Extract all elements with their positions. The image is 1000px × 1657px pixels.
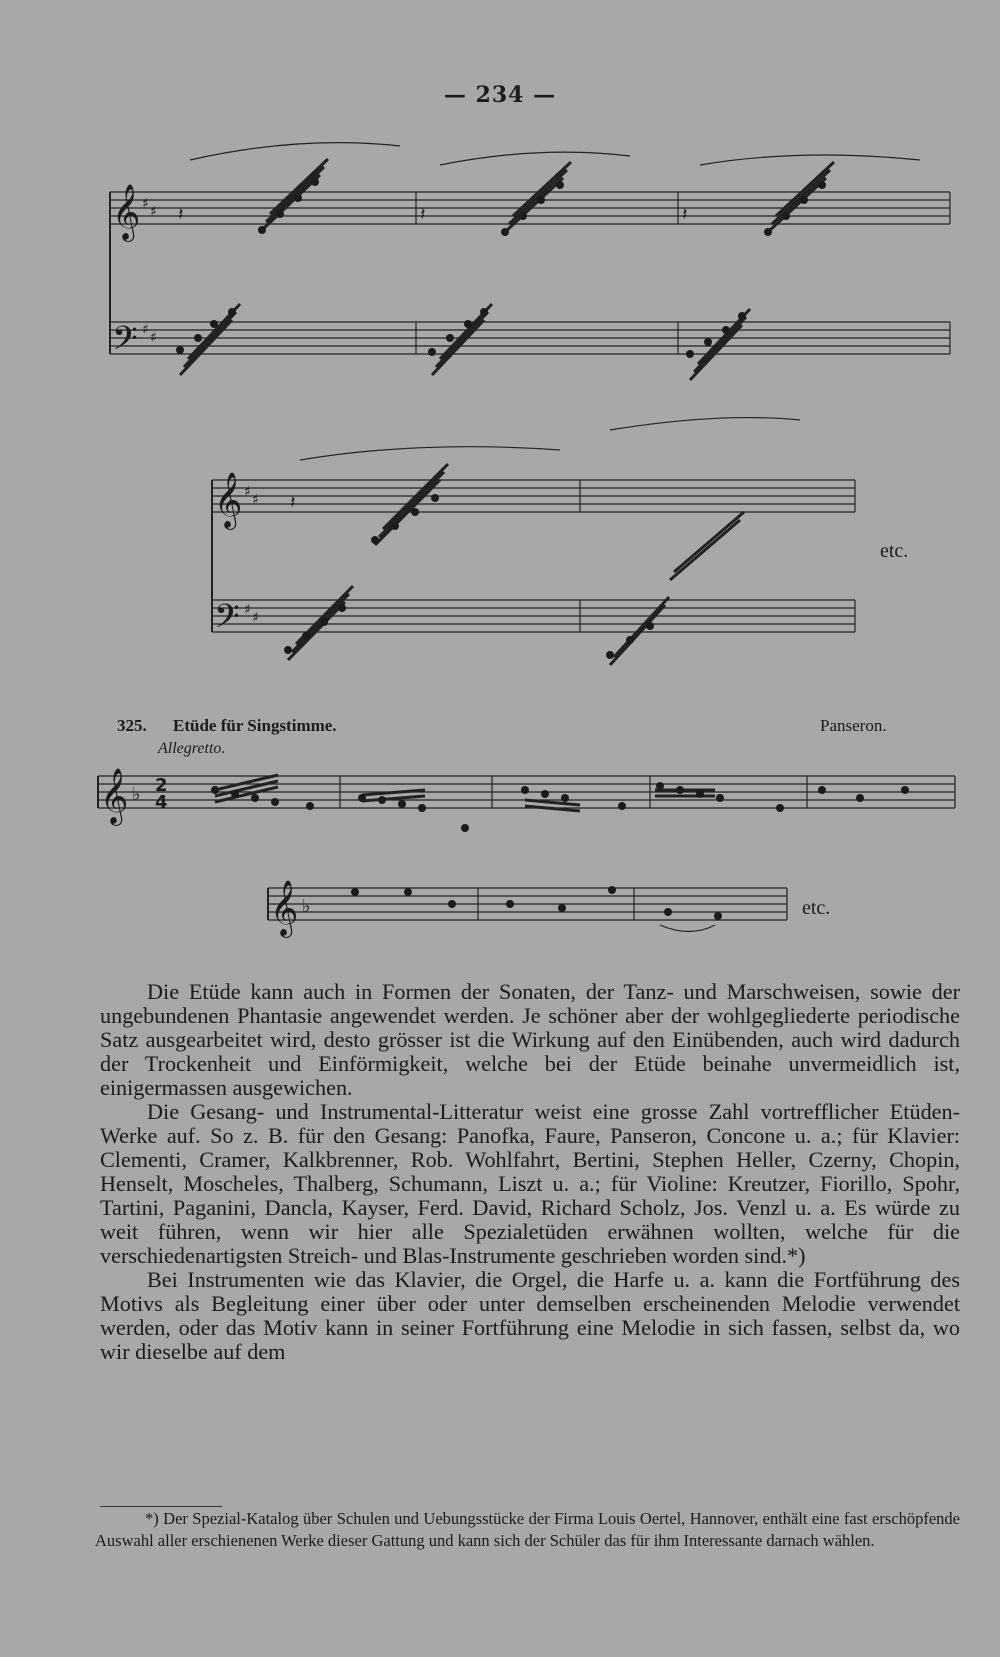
svg-text:𝄞: 𝄞	[112, 184, 141, 240]
footnote-text: *) Der Spezial-Katalog über Schulen und Uebungsstücke der Firma Louis Oertel, Hannover, enthält eine fast erschöpfende Auswahl aller erschienenen Werke dieser Gattung und kann sich der Schüler das für ihm Interessante darnach wählen.	[95, 1509, 960, 1550]
svg-text:♯: ♯	[252, 492, 259, 508]
etude-number: 325.	[117, 716, 147, 735]
paragraph-2: Die Gesang- und Instrumental-Litteratur weist eine grosse Zahl vortrefflicher Etüden-Werke auf. So z. B. für den Gesang: Panofka, Faure, Panseron, Concone u. a.; für Klavier: Clementi, Cramer, Kalkbrenner, Rob. Wohlfahrt, Bertini, Stephen Heller, Czerny, Chopin, Henselt, Moscheles, Thalberg, Schumann, Liszt u. a.; für Violine: Kreutzer, Fiorillo, Spohr, Tartini, Paganini, Dancla, Kayser, Ferd. David, Richard Scholz, Jos. Venzl u. a. Es würde zu weit führen, wenn wir hier alle Spezialetüden erwähnen wollten, welche für die verschiedenartigsten Streich- und Blas-Instrumente geschrieben worden sind.*)	[100, 1099, 960, 1268]
footnote	[95, 1500, 960, 1552]
system2-bass-staff	[212, 600, 855, 632]
svg-text:♯: ♯	[142, 322, 149, 338]
svg-text:♯: ♯	[150, 330, 157, 346]
svg-text:𝄽: 𝄽	[420, 204, 426, 225]
composer-name: Panseron.	[820, 716, 887, 735]
svg-text:♭: ♭	[132, 784, 141, 805]
svg-text:♭: ♭	[302, 896, 311, 917]
etc-label-2: etc.	[802, 897, 831, 919]
etude-staff-2	[268, 888, 787, 920]
system2-treble-staff	[212, 480, 855, 512]
svg-text:♯: ♯	[244, 602, 251, 618]
svg-text:♯: ♯	[150, 204, 157, 220]
svg-text:4: 4	[155, 792, 168, 813]
paragraph-3: Bei Instrumenten wie das Klavier, die Orgel, die Harfe u. a. kann die Fortführung des Motivs als Begleitung einer über oder unter demselben erscheinenden Melodie verwendet werden, oder das Motiv kann in seiner Fortführung eine Melodie in sich fassen, selbst da, wo wir dieselbe auf dem	[100, 1267, 960, 1364]
tempo-marking: Allegretto.	[158, 740, 226, 757]
svg-text:𝄽: 𝄽	[178, 204, 184, 225]
system1-bass-staff	[110, 322, 950, 354]
svg-text:𝄞: 𝄞	[270, 880, 299, 936]
svg-text:2: 2	[155, 775, 168, 796]
page-number: — 234 —	[443, 82, 557, 108]
svg-text:♯: ♯	[252, 610, 259, 626]
body-text	[100, 980, 960, 1364]
svg-text:♯: ♯	[142, 196, 149, 212]
svg-text:𝄞: 𝄞	[100, 768, 129, 824]
paragraph-1: Die Etüde kann auch in Formen der Sonaten, der Tanz- und Marschweisen, sowie der ungebundenen Phantasie angewendet werden. Je schöner aber der wohlgegliederte periodische Satz ausgearbeitet wird, desto grösser ist die Wirkung auf den Einübenden, auch wird dadurch der Trockenheit und Einförmigkeit, welche bei der Etüde beinahe unvermeidlich ist, einigermassen ausgewichen.	[100, 979, 960, 1100]
svg-text:♯: ♯	[244, 484, 251, 500]
svg-text:𝄢: 𝄢	[112, 320, 138, 366]
svg-text:𝄽: 𝄽	[290, 492, 296, 513]
etc-label-1: etc.	[880, 540, 909, 562]
svg-text:𝄞: 𝄞	[214, 472, 243, 528]
svg-text:𝄢: 𝄢	[214, 598, 240, 644]
svg-text:𝄽: 𝄽	[682, 204, 688, 225]
etude-title: Etüde für Singstimme.	[173, 716, 337, 735]
